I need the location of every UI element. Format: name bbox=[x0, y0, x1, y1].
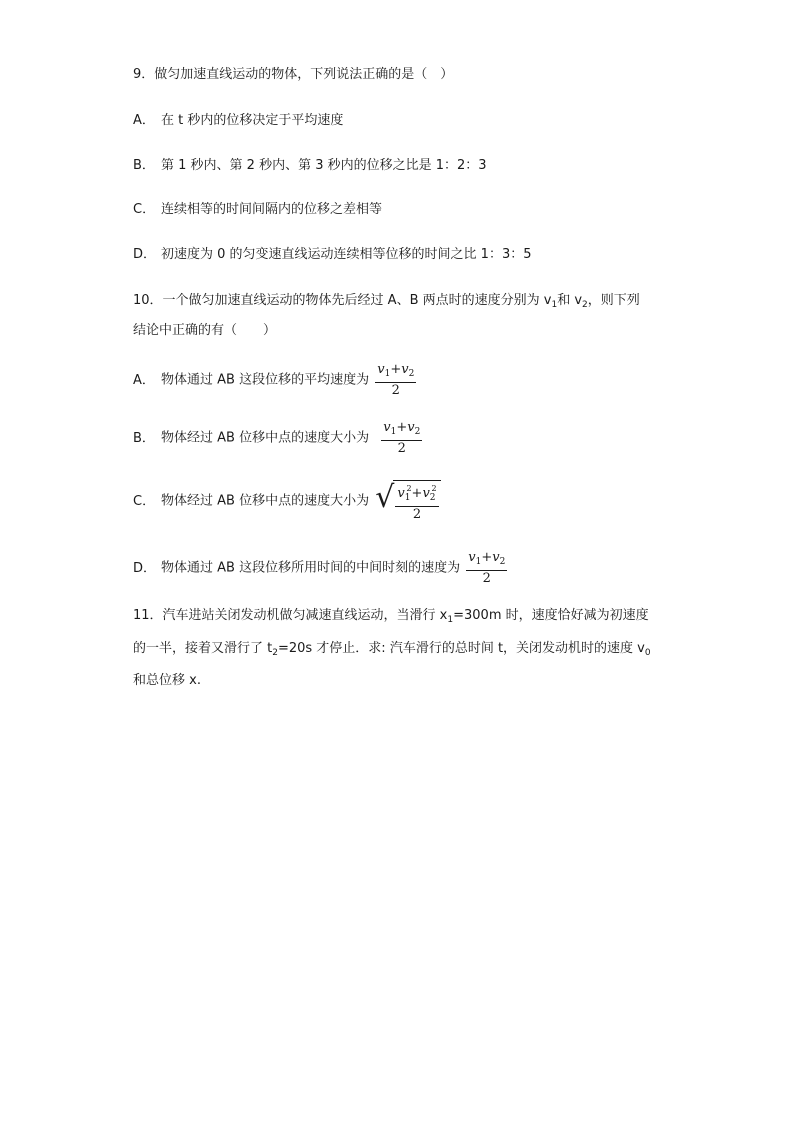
subscript: 0 bbox=[644, 648, 651, 658]
sqrt-expression: √ $\frac{v_1^2+v_2^2}{2}$ bbox=[375, 480, 440, 522]
q11-text: 11．汽车进站关闭发动机做匀减速直线运动，当滑行 x bbox=[133, 608, 448, 623]
q10-option-c bbox=[133, 480, 441, 522]
q10-option-b bbox=[133, 420, 422, 456]
q9-option-d bbox=[133, 246, 531, 264]
q11-line1 bbox=[133, 607, 649, 629]
subscript: 2 bbox=[272, 648, 278, 658]
option-text: 第 1 秒内、第 2 秒内、第 3 秒内的位移之比是 1：2：3 bbox=[161, 158, 487, 173]
q11-line3: 和总位移 x. bbox=[133, 673, 201, 688]
option-letter: C． bbox=[133, 202, 156, 217]
q9-option-b bbox=[133, 157, 487, 175]
option-letter: A． bbox=[133, 372, 155, 388]
subscript: 2 bbox=[582, 300, 588, 310]
q9-option-c bbox=[133, 201, 382, 219]
q11-line2 bbox=[133, 640, 651, 662]
q10-stem-line2: 结论中正确的有（ ） bbox=[133, 323, 277, 338]
option-letter: B． bbox=[133, 158, 155, 173]
option-letter: C． bbox=[133, 493, 156, 509]
q11-text: =20s 才停止．求: 汽车滑行的总时间 t，关闭发动机时的速度 v bbox=[277, 641, 645, 656]
option-text: 连续相等的时间间隔内的位移之差相等 bbox=[161, 202, 383, 217]
q9-option-a bbox=[133, 112, 343, 130]
option-letter: D． bbox=[133, 247, 157, 262]
option-letter: D． bbox=[133, 560, 157, 576]
option-text: 物体经过 AB 位移中点的速度大小为 bbox=[161, 430, 370, 446]
option-text: 物体通过 AB 这段位移的平均速度为 bbox=[161, 372, 370, 388]
fraction-v1-plus-v2-over-2: $\frac{v_1+v_2}{2}$ bbox=[377, 362, 415, 398]
option-text: 物体经过 AB 位移中点的速度大小为 bbox=[161, 493, 370, 509]
option-letter: A． bbox=[133, 113, 155, 128]
fraction-v1-plus-v2-over-2: $\frac{v_1+v_2}{2}$ bbox=[383, 420, 421, 456]
q10-option-d bbox=[133, 550, 507, 586]
option-text: 初速度为 0 的匀变速直线运动连续相等位移的时间之比 1：3：5 bbox=[161, 247, 532, 262]
q10-stem-text: 和 v bbox=[557, 293, 583, 308]
option-text: 在 t 秒内的位移决定于平均速度 bbox=[161, 113, 344, 128]
q10-stem-text: ，则下列 bbox=[587, 293, 640, 308]
subscript: 1 bbox=[551, 300, 558, 310]
q10-option-a bbox=[133, 362, 416, 398]
option-text: 物体通过 AB 这段位移所用时间的中间时刻的速度为 bbox=[161, 560, 461, 576]
q10-stem-line1 bbox=[133, 292, 640, 314]
q11-text: =300m 时，速度恰好减为初速度 bbox=[453, 608, 649, 623]
fraction-v1-plus-v2-over-2: $\frac{v_1+v_2}{2}$ bbox=[468, 550, 506, 586]
subscript: 1 bbox=[447, 615, 454, 625]
option-letter: B． bbox=[133, 430, 155, 446]
q9-stem: 9．做匀加速直线运动的物体，下列说法正确的是（ ） bbox=[133, 67, 454, 82]
q10-stem-text: 10．一个做匀加速直线运动的物体先后经过 A、B 两点时的速度分别为 v bbox=[133, 293, 552, 308]
q11-text: 的一半，接着又滑行了 t bbox=[133, 641, 273, 656]
